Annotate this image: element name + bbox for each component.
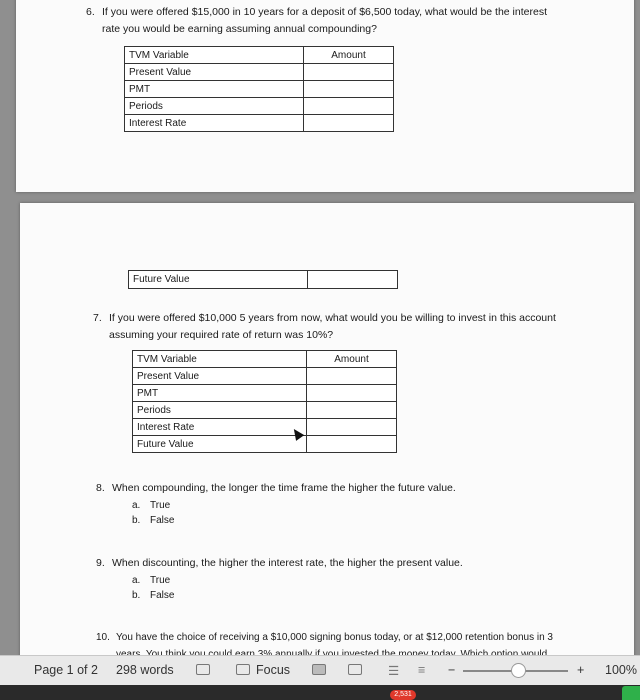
dock-strip: [0, 685, 640, 700]
amount-cell[interactable]: [307, 419, 397, 436]
option-letter: b.: [132, 515, 141, 526]
question-text: When compounding, the longer the time frame the higher the future value.: [112, 482, 456, 494]
zoom-slider-thumb[interactable]: [511, 663, 526, 678]
option-label: False: [150, 515, 175, 526]
option-label: False: [150, 590, 175, 601]
question-text: When discounting, the higher the interest rate, the higher the present value.: [112, 557, 463, 569]
row-label: Present Value: [125, 64, 304, 81]
question-text-line1: If you were offered $10,000 5 years from now, what would you be willing to invest in this account: [109, 312, 556, 324]
status-bar: [0, 655, 640, 686]
amount-cell[interactable]: [307, 402, 397, 419]
print-layout-icon[interactable]: [348, 664, 362, 675]
zoom-in-button[interactable]: +: [577, 663, 585, 677]
page-count[interactable]: Page 1 of 2: [34, 663, 98, 677]
header-tvm-variable: TVM Variable: [133, 351, 307, 368]
option-label: True: [150, 500, 171, 511]
option-a[interactable]: [132, 573, 170, 588]
amount-cell[interactable]: [304, 98, 394, 115]
question-text-line1: If you were offered $15,000 in 10 years for a deposit of $6,500 today, what would be the interest: [102, 6, 547, 18]
option-b[interactable]: [132, 588, 174, 603]
word-count[interactable]: 298 words: [116, 663, 174, 677]
tvm-table-q6-continued: [128, 270, 398, 289]
amount-cell[interactable]: [307, 385, 397, 402]
question-number: 8.: [96, 482, 105, 494]
dock-app-icon[interactable]: [622, 686, 640, 700]
header-amount: Amount: [304, 47, 394, 64]
focus-icon[interactable]: [236, 664, 250, 675]
row-label: Present Value: [133, 368, 307, 385]
option-letter: a.: [132, 500, 141, 511]
amount-cell[interactable]: [307, 368, 397, 385]
question-9: [96, 555, 616, 572]
row-label: Periods: [125, 98, 304, 115]
row-label: Interest Rate: [125, 115, 304, 132]
read-mode-icon[interactable]: [312, 664, 326, 675]
option-a[interactable]: [132, 498, 170, 513]
draft-view-icon[interactable]: ≡: [418, 663, 426, 677]
question-6: [86, 4, 626, 38]
notification-badge: 2,531: [390, 690, 416, 700]
question-number: 6.: [86, 6, 95, 18]
question-8: [96, 480, 616, 497]
focus-button[interactable]: Focus: [256, 663, 291, 677]
proofing-icon[interactable]: [196, 664, 210, 675]
row-label: Future Value: [133, 436, 307, 453]
outline-view-icon[interactable]: ☰: [388, 664, 400, 678]
question-number: 9.: [96, 557, 105, 569]
option-letter: b.: [132, 590, 141, 601]
zoom-level[interactable]: 100%: [605, 663, 637, 677]
row-label: Interest Rate: [133, 419, 307, 436]
amount-cell[interactable]: [308, 271, 398, 289]
row-label: PMT: [133, 385, 307, 402]
amount-cell[interactable]: [304, 115, 394, 132]
header-amount: Amount: [307, 351, 397, 368]
amount-cell[interactable]: [304, 64, 394, 81]
row-label: Future Value: [129, 271, 308, 289]
header-tvm-variable: TVM Variable: [125, 47, 304, 64]
option-b[interactable]: [132, 513, 174, 528]
amount-cell[interactable]: [307, 436, 397, 453]
question-text-line2: assuming your required rate of return was 10%?: [109, 329, 334, 341]
question-7: [93, 310, 623, 344]
row-label: Periods: [133, 402, 307, 419]
tvm-table-q7: [132, 350, 397, 453]
tvm-table-q6: [124, 46, 394, 132]
zoom-out-button[interactable]: −: [448, 663, 456, 677]
question-text-line2: rate you would be earning assuming annual compounding?: [102, 23, 377, 35]
question-text-line1: You have the choice of receiving a $10,000 signing bonus today, or at $12,000 retention bonus in 3: [116, 632, 553, 643]
amount-cell[interactable]: [304, 81, 394, 98]
option-label: True: [150, 575, 171, 586]
row-label: PMT: [125, 81, 304, 98]
question-number: 10.: [96, 632, 110, 643]
question-number: 7.: [93, 312, 102, 324]
option-letter: a.: [132, 575, 141, 586]
